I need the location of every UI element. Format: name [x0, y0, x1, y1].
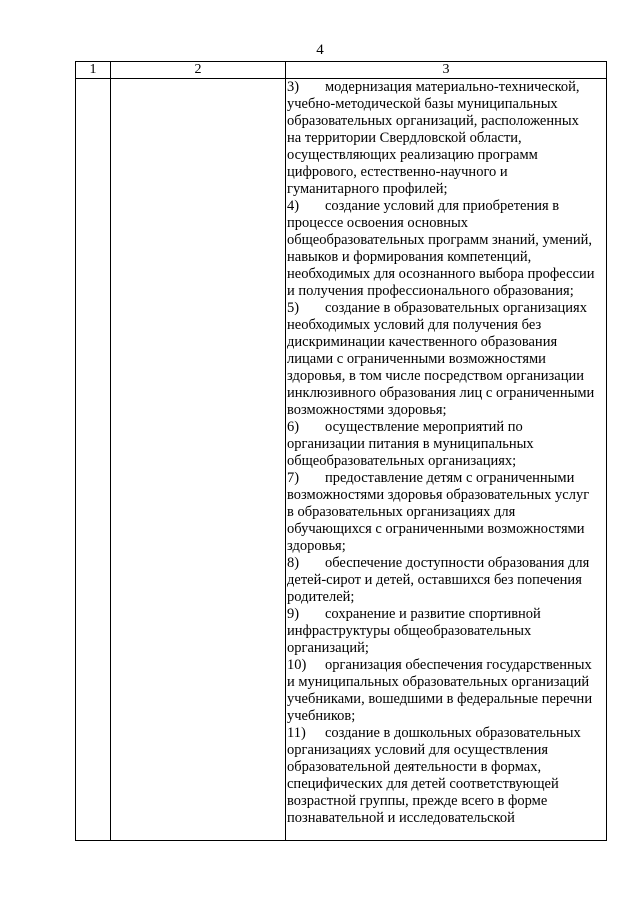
line-text: организация обеспечения государственных: [325, 657, 592, 673]
text-line: [287, 96, 558, 113]
text-line: [287, 300, 587, 317]
text-line: [287, 742, 548, 759]
line-text: лицами с ограниченными возможностями: [287, 351, 546, 367]
text-line: [287, 283, 574, 300]
text-line: [287, 759, 541, 776]
text-line: [287, 436, 534, 453]
text-line: [287, 606, 541, 623]
text-line: [287, 487, 589, 504]
line-text: дискриминации качественного образования: [287, 334, 558, 350]
text-line: [287, 368, 584, 385]
line-text: образовательных организаций, расположенных: [287, 113, 579, 129]
header-col-1: 1: [89, 62, 97, 77]
text-line: [287, 453, 516, 470]
line-text: и муниципальных образовательных организаций: [287, 674, 590, 690]
column-divider: [110, 62, 111, 840]
line-text: навыков и формирования компетенций,: [287, 249, 532, 265]
line-text: обучающихся с ограниченными возможностями: [287, 521, 585, 537]
line-text: организации питания в муниципальных: [287, 436, 534, 452]
list-item-number: 3): [287, 79, 300, 95]
text-line: [287, 572, 582, 589]
content-table: [75, 61, 607, 841]
line-text: сохранение и развитие спортивной: [325, 606, 541, 622]
text-line: [287, 385, 594, 402]
text-line: [287, 470, 574, 487]
line-text: здоровья;: [287, 538, 346, 554]
text-line: [287, 334, 557, 351]
list-item-number: 8): [287, 555, 300, 571]
text-line: [287, 504, 515, 521]
line-text: создание в дошкольных образовательных: [325, 725, 581, 741]
line-text: предоставление детям с ограниченными: [325, 470, 575, 486]
line-text: процессе освоения основных: [287, 215, 469, 231]
text-line: [287, 419, 523, 436]
page-number: 4: [316, 42, 324, 58]
text-line: [287, 181, 448, 198]
text-line: [287, 521, 585, 538]
line-text: возрастной группы, прежде всего в форме: [287, 793, 548, 809]
text-line: [287, 589, 354, 606]
line-text: специфических для детей соответствующей: [287, 776, 559, 792]
line-text: общеобразовательных организациях;: [287, 453, 517, 469]
line-text: создание условий для приобретения в: [325, 198, 560, 214]
text-line: [287, 198, 559, 215]
line-text: и получения профессионального образования;: [287, 283, 574, 299]
list-item-number: 5): [287, 300, 300, 316]
table-header-row: [76, 62, 606, 79]
list-item-number: 10): [287, 657, 307, 673]
line-text: возможностями здоровья образовательных услуг: [287, 487, 590, 503]
line-text: учебниками, вошедшими в федеральные перечни: [287, 691, 593, 707]
text-line: [287, 776, 559, 793]
text-line: [287, 674, 589, 691]
text-line: [287, 113, 579, 130]
text-line: [287, 317, 541, 334]
line-text: организациях условий для осуществления: [287, 742, 549, 758]
line-text: в образовательных организациях для: [287, 504, 516, 520]
line-text: на территории Свердловской области,: [287, 130, 522, 146]
line-text: создание в образовательных организациях: [325, 300, 587, 316]
text-line: [287, 402, 447, 419]
line-text: общеобразовательных программ знаний, умений,: [287, 232, 593, 248]
text-line: [287, 623, 531, 640]
text-line: [287, 351, 546, 368]
line-text: возможностями здоровья;: [287, 402, 447, 418]
line-text: организаций;: [287, 640, 369, 656]
text-line: [287, 810, 515, 827]
text-line: [287, 640, 369, 657]
text-line: [287, 164, 508, 181]
line-text: инклюзивного образования лиц с ограниченными: [287, 385, 595, 401]
list-item-number: 4): [287, 198, 300, 214]
line-text: гуманитарного профилей;: [287, 181, 448, 197]
line-text: познавательной и исследовательской: [287, 810, 515, 826]
list-item-number: 11): [287, 725, 306, 741]
text-line: [287, 691, 592, 708]
line-text: цифрового, естественно-научного и: [287, 164, 508, 180]
line-text: детей-сирот и детей, оставшихся без попечения: [287, 572, 582, 588]
text-line: [287, 249, 531, 266]
list-item-number: 6): [287, 419, 300, 435]
text-line: [287, 708, 355, 725]
line-text: учебно-методической базы муниципальных: [287, 96, 558, 112]
text-line: [287, 130, 522, 147]
line-text: учебников;: [287, 708, 356, 724]
line-text: образовательной деятельности в формах,: [287, 759, 542, 775]
text-line: [287, 232, 592, 249]
text-line: [287, 538, 346, 555]
list-item-number: 7): [287, 470, 300, 486]
line-text: обеспечение доступности образования для: [325, 555, 590, 571]
text-line: [287, 793, 547, 810]
column-divider: [285, 62, 286, 840]
list-item-number: 9): [287, 606, 300, 622]
header-col-2: 2: [194, 62, 202, 77]
line-text: осуществляющих реализацию программ: [287, 147, 538, 163]
text-line: [287, 266, 594, 283]
line-text: инфраструктуры общеобразовательных: [287, 623, 532, 639]
text-line: [287, 79, 580, 96]
text-line: [287, 555, 589, 572]
text-line: [287, 657, 592, 674]
line-text: здоровья, в том числе посредством организации: [287, 368, 584, 384]
text-line: [287, 725, 581, 742]
line-text: необходимых для осознанного выбора профессии: [287, 266, 595, 282]
text-line: [287, 147, 538, 164]
header-col-3: 3: [442, 62, 450, 77]
line-text: осуществление мероприятий по: [325, 419, 523, 435]
line-text: родителей;: [287, 589, 355, 605]
text-line: [287, 215, 468, 232]
line-text: модернизация материально-технической,: [325, 79, 580, 95]
line-text: необходимых условий для получения без: [287, 317, 542, 333]
